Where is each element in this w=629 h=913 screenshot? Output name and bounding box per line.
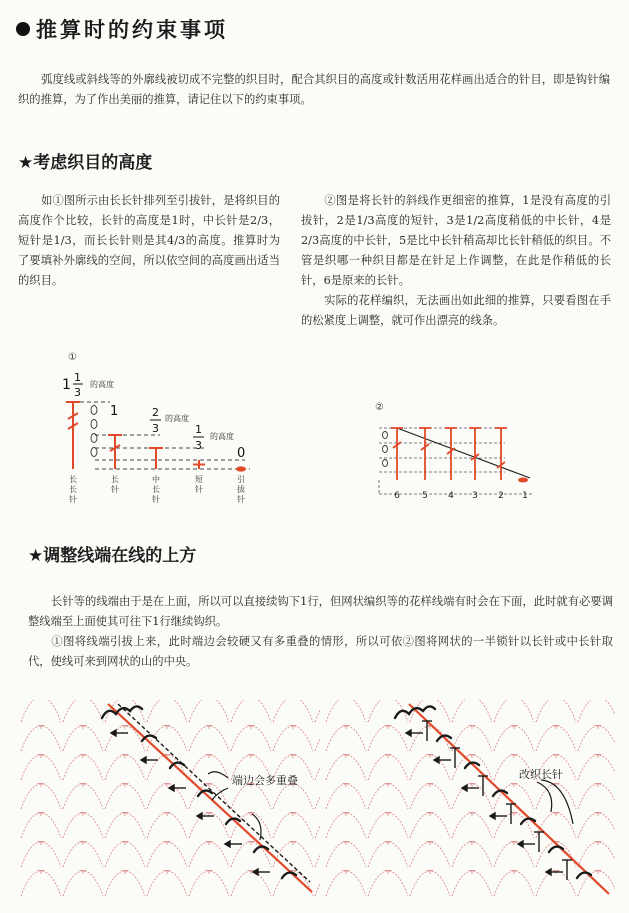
- stitch-height-diagram: [40, 345, 280, 510]
- column-number: 6: [394, 491, 400, 501]
- mesh-diagram-slip-up: [20, 696, 320, 901]
- label-frac3-num: 1: [195, 423, 202, 436]
- stitch-double: [108, 435, 122, 469]
- slope-line: [397, 428, 530, 478]
- label-value-1: 1: [110, 404, 119, 419]
- page-title: 推算时的约束事项: [16, 14, 228, 44]
- section2-text: 长针等的线端由于是在上面，所以可以直接续钩下1行，但网状编织等的花样线端有时会在下面，此时就有必要调整线端至上面使其可往下1行继续钩织。 ①图将线端引拔上来，此时端边会较硬又有多重叠的情形，所以可依②图将网状的一半锁针以长针或中长针取代，使线可来到网状的山的中央。: [28, 595, 613, 668]
- section-title-height: ★考虑织目的高度: [18, 153, 153, 173]
- bullet-icon: [16, 22, 30, 36]
- column-number: 2: [498, 491, 504, 501]
- mesh-diagram-replace-stitch: [325, 696, 615, 901]
- stitch-treble: [66, 402, 80, 469]
- stitch-label: 中长针: [152, 475, 160, 504]
- slip-stitch-mark: [518, 478, 528, 483]
- label-frac2-num: 2: [152, 406, 159, 419]
- label-height-3: 的高度: [210, 432, 234, 441]
- guide-lines: [379, 428, 533, 494]
- label-height-1: 的高度: [90, 380, 114, 389]
- fine-slope-diagram: [365, 398, 545, 503]
- chain-loops: [383, 432, 388, 467]
- column-number: 4: [448, 491, 454, 501]
- column-number: 5: [422, 491, 428, 501]
- section-title-thread-end: ★调整线端在线的上方: [28, 546, 197, 566]
- label-frac1-den: 3: [74, 386, 81, 399]
- section1-right-text: ②图是将长针的斜线作更细密的推算，1是没有高度的引拔针，2是1/3高度的短针，3是1/2高度稍低的中长针，4是2/3高度的中长针，5是比中长针稍高却比长针稍低的织目。不管是织哪一种织目都是在针足上作调整，在此是作稍低的长针，6是原来的长针。 实际的花样编织，无法画出如此细的推算，只要看图在手的松紧度上调整，就可作出漂亮的线条。: [301, 194, 611, 327]
- label-whole-1: 1: [62, 377, 71, 393]
- section1-left-text: 如①图所示由长长针排列至引拔针，是将织目的高度作个比较，长针的高度是1时，中长针是2/3，短针是1/3，而长长针则是其4/3的高度。推算时为了要填补外廓线的空间，所以依空间的高度画出适当的织目。: [18, 194, 280, 287]
- callout-overlap: 端边会多重叠: [232, 774, 298, 787]
- chain-loops: [91, 406, 97, 457]
- mesh-background: [20, 700, 320, 898]
- stitch-label: 短针: [195, 475, 203, 494]
- intro-paragraph: 弧度线或斜线等的外廓线被切成不完整的织目时，配合其织目的高度或针数活用花样画出适合的针目，即是钩针编织的推算，为了作出美丽的推算，请记住以下的约束事项。: [18, 73, 610, 106]
- column-number: 3: [472, 491, 478, 501]
- diagram1-marker: ①: [68, 352, 77, 363]
- stitch-single: [193, 460, 205, 469]
- stitch-half-double: [149, 448, 163, 469]
- mesh-background: [325, 700, 615, 898]
- callout-replace: 改织长针: [519, 768, 563, 781]
- stitch-slip: [236, 466, 246, 471]
- stitch-label: 引拔针: [237, 475, 245, 504]
- stitch-label: 长长针: [69, 475, 77, 504]
- diagram2-marker: ②: [375, 402, 384, 413]
- label-frac3-den: 3: [195, 439, 202, 452]
- label-value-0: 0: [237, 446, 246, 461]
- label-frac1-num: 1: [74, 371, 81, 384]
- label-frac2-den: 3: [152, 422, 159, 435]
- column-number: 1: [522, 491, 528, 501]
- stitch-label: 长针: [111, 475, 119, 494]
- label-height-2: 的高度: [165, 414, 189, 423]
